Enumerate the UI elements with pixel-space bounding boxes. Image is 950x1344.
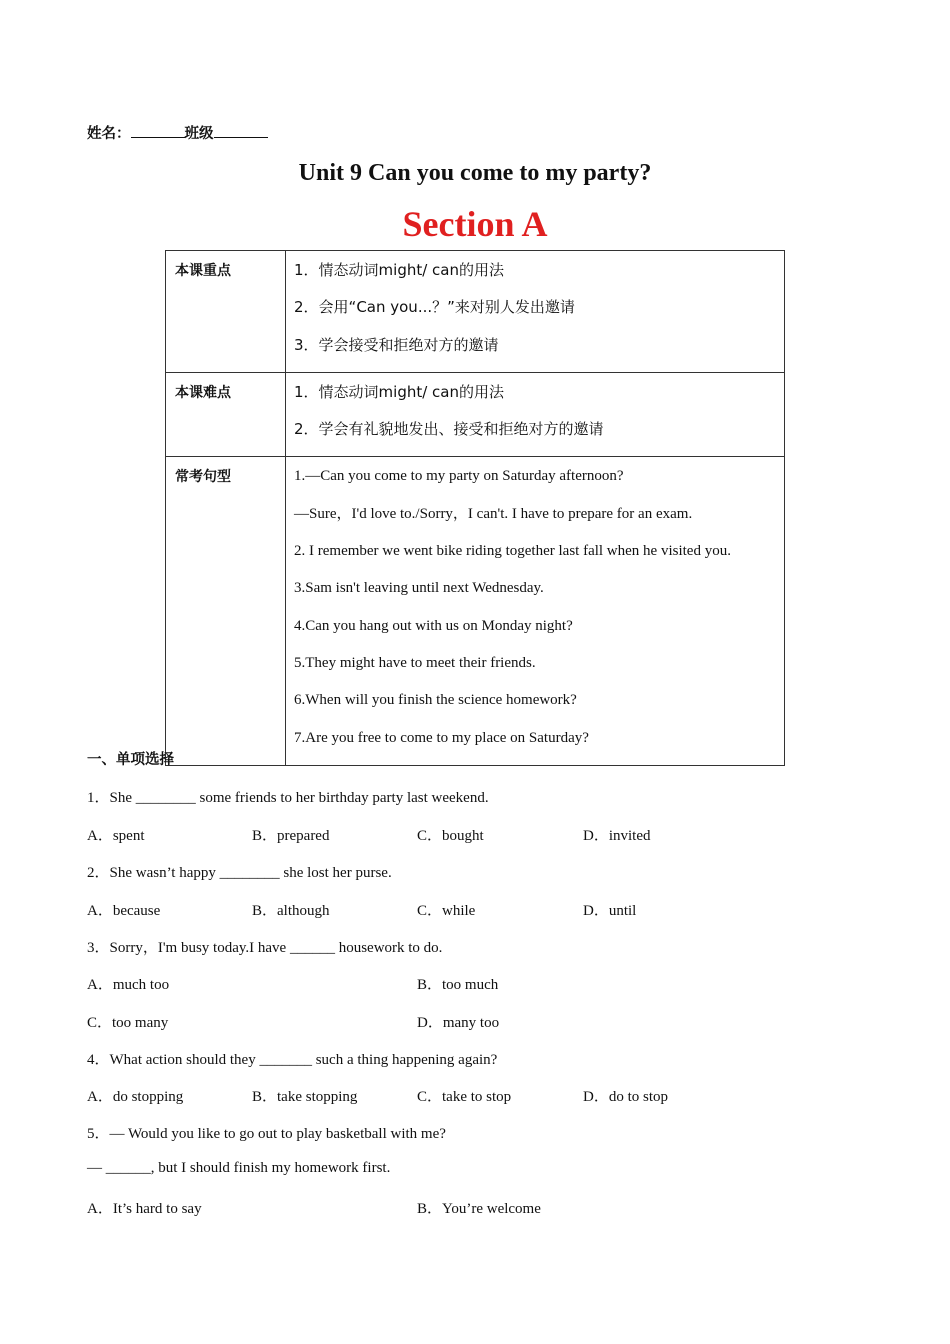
table-line: 3．学会接受和拒绝对方的邀请 bbox=[294, 335, 499, 354]
table-line: 1．情态动词might/ can的用法 bbox=[294, 261, 505, 279]
table-content bbox=[286, 372, 785, 457]
table-line: 3.Sam isn't leaving until next Wednesday. bbox=[294, 580, 544, 597]
table-line: 5.They might have to meet their friends. bbox=[294, 654, 536, 671]
part-heading: 一、单项选择 bbox=[87, 752, 174, 768]
section-title: Section A bbox=[402, 204, 548, 244]
table-row-sentence-patterns bbox=[166, 457, 785, 765]
student-info bbox=[87, 122, 268, 143]
question-stem: 3．Sorry，I'm busy today.I have ______ housework to do. bbox=[87, 940, 443, 956]
option-b[interactable]: B．You’re welcome bbox=[417, 1201, 541, 1217]
table-row-key-points bbox=[166, 251, 785, 373]
table-label: 本课难点 bbox=[166, 372, 286, 457]
table-line: 6.When will you finish the science homework? bbox=[294, 692, 577, 709]
table-line: 2．学会有礼貌地发出、接受和拒绝对方的邀请 bbox=[294, 420, 604, 439]
name-blank[interactable] bbox=[131, 123, 185, 138]
option-d[interactable]: D．many too bbox=[417, 1015, 500, 1031]
table-line: 2. I remember we went bike riding together last fall when he visited you. bbox=[294, 543, 731, 560]
table-line: 2．会用“Can you...？”来对别人发出邀请 bbox=[294, 298, 575, 317]
option-a[interactable]: A．do stopping bbox=[87, 1089, 184, 1105]
table-content bbox=[286, 457, 785, 765]
name-label: 姓名： bbox=[87, 126, 131, 142]
unit-title: Unit 9 Can you come to my party? bbox=[298, 160, 652, 186]
option-a[interactable]: A．spent bbox=[87, 828, 145, 844]
question-stem: 1．She ________ some friends to her birthday party last weekend. bbox=[87, 790, 489, 806]
class-blank[interactable] bbox=[214, 123, 268, 138]
question-stem: 2．She wasn’t happy ________ she lost her purse. bbox=[87, 865, 392, 881]
option-b[interactable]: B．take stopping bbox=[252, 1089, 358, 1105]
option-d[interactable]: D．until bbox=[583, 903, 637, 919]
table-line: 1．情态动词might/ can的用法 bbox=[294, 382, 505, 401]
table-line: 7.Are you free to come to my place on Saturday? bbox=[294, 729, 589, 746]
table-line: 4.Can you hang out with us on Monday night? bbox=[294, 617, 573, 634]
option-b[interactable]: B．too much bbox=[417, 977, 499, 993]
question-stem-response: — ______, but I should finish my homework first. bbox=[87, 1160, 391, 1176]
option-c[interactable]: C．take to stop bbox=[417, 1089, 512, 1105]
option-c[interactable]: C．bought bbox=[417, 828, 484, 844]
option-b[interactable]: B．although bbox=[252, 903, 330, 919]
option-c[interactable]: C．while bbox=[417, 903, 476, 919]
table-line: —Sure，I'd love to./Sorry，I can't. I have to prepare for an exam. bbox=[294, 505, 693, 522]
option-d[interactable]: D．invited bbox=[583, 828, 651, 844]
table-content bbox=[286, 251, 785, 373]
question-stem: 4．What action should they _______ such a thing happening again? bbox=[87, 1052, 498, 1068]
table-label: 常考句型 bbox=[166, 457, 286, 765]
table-label: 本课重点 bbox=[166, 251, 286, 373]
table-row-difficulties bbox=[166, 372, 785, 457]
option-d[interactable]: D．do to stop bbox=[583, 1089, 669, 1105]
table-line: 1.—Can you come to my party on Saturday afternoon? bbox=[294, 468, 624, 485]
option-a[interactable]: A．It’s hard to say bbox=[87, 1201, 202, 1217]
option-a[interactable]: A．much too bbox=[87, 977, 170, 993]
option-a[interactable]: A．because bbox=[87, 903, 161, 919]
class-label: 班级 bbox=[184, 126, 214, 142]
question-stem: 5．— Would you like to go out to play basketball with me? bbox=[87, 1126, 446, 1142]
option-c[interactable]: C．too many bbox=[87, 1015, 169, 1031]
lesson-info-table bbox=[165, 250, 785, 766]
option-b[interactable]: B．prepared bbox=[252, 828, 330, 844]
